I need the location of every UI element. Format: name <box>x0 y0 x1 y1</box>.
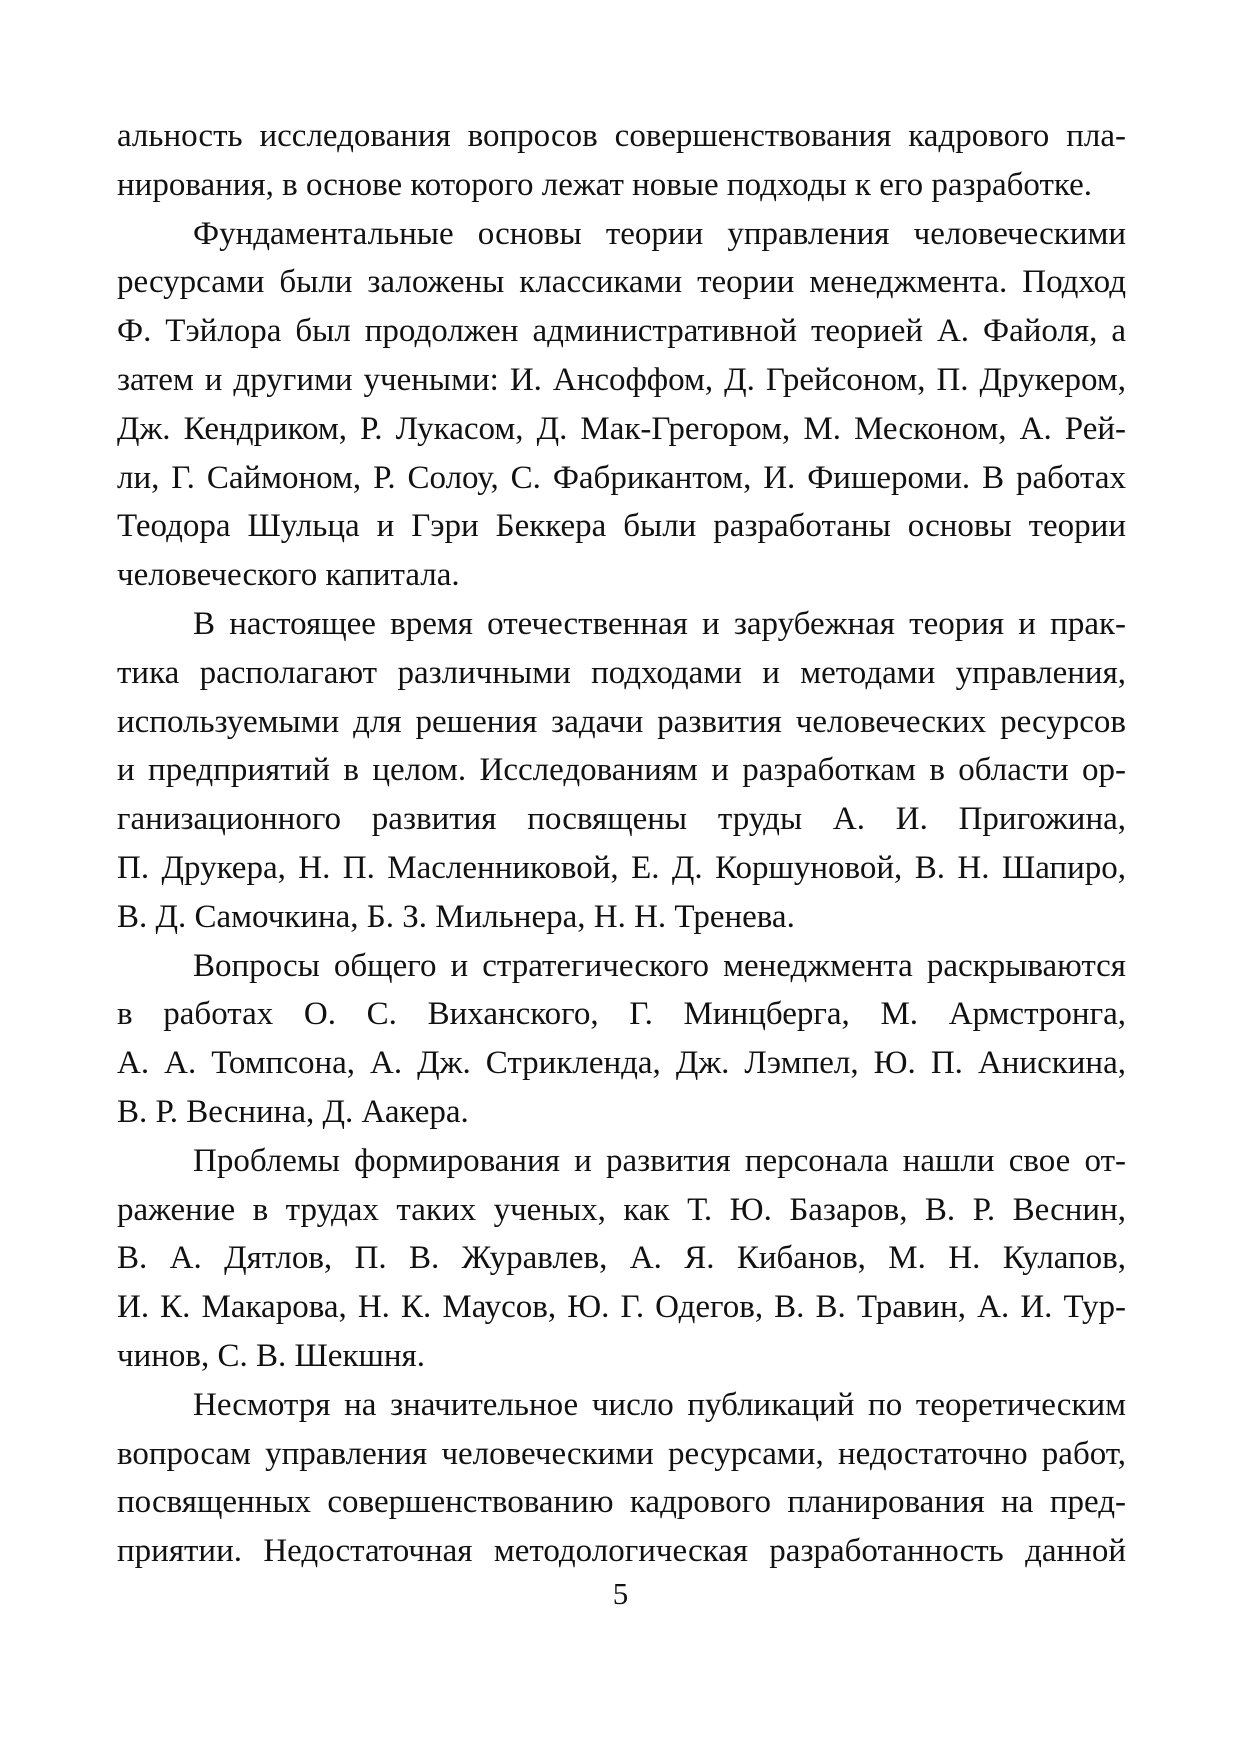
paragraph-end-line: нирования, в основе которого лежат новые подходы к его разработке. <box>117 166 1093 203</box>
text-line: в работах О. С. Виханского, Г. Минцберга, М. Армстронга, <box>117 996 1126 1033</box>
text-line: ли, Г. Саймоном, Р. Солоу, С. Фабрикантом, И. Фишероми. В работах <box>117 459 1126 496</box>
text-line: тика располагают различными подходами и методами управления, <box>117 654 1126 691</box>
paragraph-end-line: человеческого капитала. <box>117 557 460 594</box>
text-line: ресурсами были заложены классиками теории менеджмента. Подход <box>117 264 1126 301</box>
text-line: и предприятий в целом. Исследованиям и разработкам в области ор- <box>117 752 1126 789</box>
paragraph-end-line: В. Р. Веснина, Д. Аакера. <box>117 1093 469 1130</box>
paragraph-start-line: Вопросы общего и стратегического менеджмента раскрываются <box>193 947 1126 984</box>
text-line: альность исследования вопросов совершенствования кадрового пла- <box>117 118 1126 154</box>
text-line: И. К. Макарова, Н. К. Маусов, Ю. Г. Одегов, В. В. Травин, А. И. Тур- <box>117 1289 1126 1326</box>
text-line: приятии. Недостаточная методологическая разработанность данной <box>117 1533 1126 1570</box>
text-line: посвященных совершенствованию кадрового планирования на пред- <box>117 1484 1126 1521</box>
text-line: А. А. Томпсона, А. Дж. Стрикленда, Дж. Лэмпел, Ю. П. Анискина, <box>117 1045 1126 1082</box>
text-line: ганизационного развития посвящены труды А. И. Пригожина, <box>117 801 1126 838</box>
paragraph-start-line: Фундаментальные основы теории управления человеческими <box>193 215 1126 252</box>
paragraph-end-line: чинов, С. В. Шекшня. <box>117 1337 425 1374</box>
text-line: Ф. Тэйлора был продолжен административной теорией А. Файоля, а <box>117 313 1126 350</box>
text-line: затем и другими учеными: И. Ансоффом, Д. Грейсоном, П. Друкером, <box>117 361 1126 398</box>
paragraph-start-line: Несмотря на значительное число публикаций по теоретическим <box>193 1386 1126 1423</box>
paragraph-end-line: В. Д. Самочкина, Б. З. Мильнера, Н. Н. Тренева. <box>117 898 795 935</box>
body-text <box>117 112 1126 1576</box>
text-line: вопросам управления человеческими ресурсами, недостаточно работ, <box>117 1435 1126 1472</box>
text-line: Теодора Шульца и Гэри Беккера были разработаны основы теории <box>117 508 1126 545</box>
text-line: В. А. Дятлов, П. В. Журавлев, А. Я. Кибанов, М. Н. Кулапов, <box>117 1240 1126 1277</box>
text-line: П. Друкера, Н. П. Масленниковой, Е. Д. Коршуновой, В. Н. Шапиро, <box>117 849 1126 886</box>
text-line: ражение в трудах таких ученых, как Т. Ю. Базаров, В. Р. Веснин, <box>117 1191 1126 1228</box>
paragraph-start-line: Проблемы формирования и развития персонала нашли свое от- <box>193 1142 1126 1179</box>
text-line: Дж. Кендриком, Р. Лукасом, Д. Мак-Грегором, М. Месконом, А. Рей- <box>117 410 1126 447</box>
text-line: используемыми для решения задачи развития человеческих ресурсов <box>117 703 1126 740</box>
paragraph-start-line: В настоящее время отечественная и зарубежная теория и прак- <box>193 605 1126 642</box>
page-number: 5 <box>612 1576 629 1611</box>
